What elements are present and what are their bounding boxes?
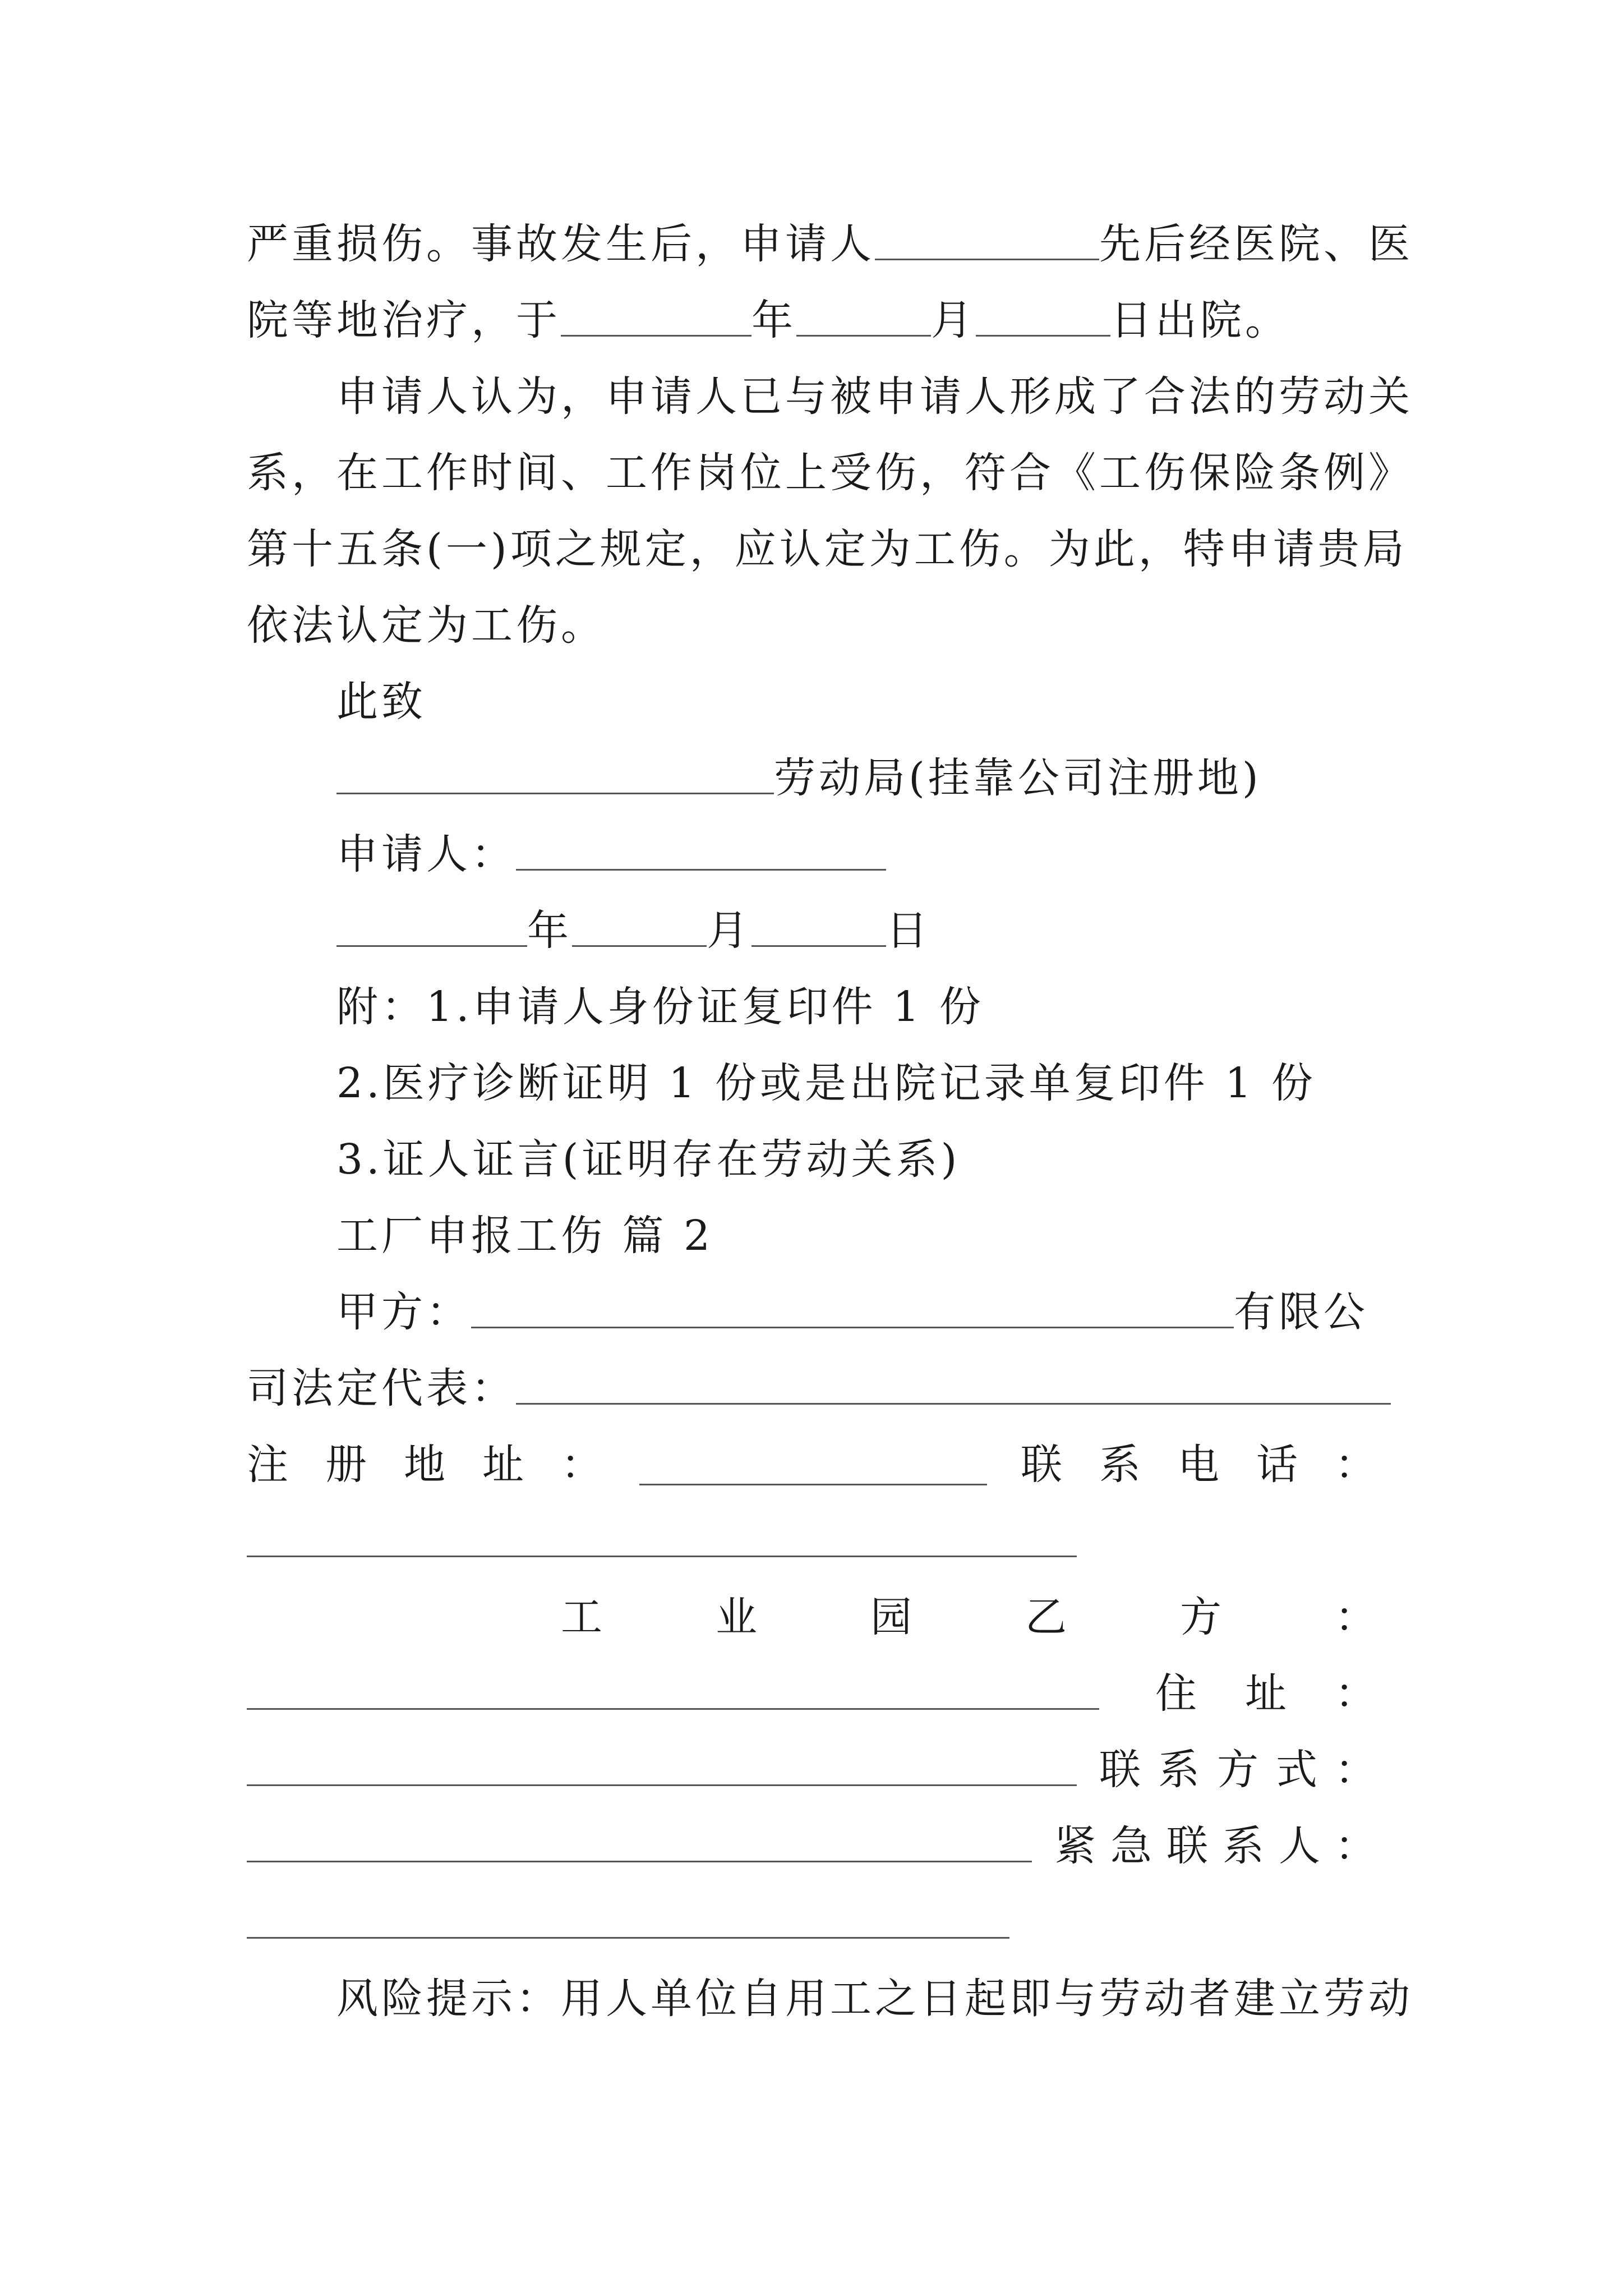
- line-4: [247, 436, 1413, 509]
- blank-month[interactable]: [572, 906, 707, 947]
- emergency-contact-label: [1054, 1810, 1380, 1883]
- text: 乙: [1025, 1593, 1070, 1641]
- text: 住: [1155, 1669, 1200, 1718]
- text: 2.医疗诊断证明 1 份或是出院记录单复印件 1 份: [336, 1059, 1316, 1107]
- section-heading: [336, 1199, 1380, 1272]
- line-6: [247, 589, 1380, 662]
- blank-recipient[interactable]: [336, 753, 774, 794]
- party-a-line: [336, 1276, 1380, 1349]
- text: ：: [561, 1441, 606, 1489]
- label: 申请人：: [336, 830, 516, 878]
- blank-day[interactable]: [751, 906, 886, 947]
- label: 甲方：: [336, 1288, 471, 1336]
- paragraph-text: 申请人认为，申请人已与被申请人形成了合法的劳动关: [336, 372, 1413, 421]
- text: 此致: [336, 678, 426, 726]
- text: 系: [1223, 1822, 1267, 1870]
- recipient-line: [336, 742, 1380, 815]
- emergency-contact-line: [247, 1810, 1380, 1883]
- text: 日出院。: [1110, 296, 1290, 344]
- text: 系: [1158, 1746, 1203, 1794]
- risk-notice: [336, 1962, 1413, 2035]
- text: 附：1.申请人身份证复印件 1 份: [336, 983, 984, 1031]
- contact-method-label: [1099, 1733, 1380, 1806]
- text: 人: [1279, 1822, 1324, 1870]
- paragraph-text: 系，在工作时间、工作岗位上受伤，符合《工伤保险条例》: [247, 449, 1413, 497]
- text: 话: [1256, 1441, 1301, 1489]
- text: 3.证人证言(证明存在劳动关系): [336, 1135, 961, 1184]
- text: 院等地治疗，于: [247, 296, 561, 344]
- blank-party-b[interactable]: [247, 1669, 1099, 1710]
- text: 劳动局(挂靠公司注册地): [774, 754, 1262, 802]
- blank-legal-rep[interactable]: [516, 1364, 1391, 1405]
- text: 有限公: [1234, 1288, 1368, 1336]
- blank-year[interactable]: [336, 906, 527, 947]
- text: 方: [1180, 1593, 1225, 1641]
- text: 注: [247, 1441, 292, 1489]
- date-line: [336, 894, 1380, 967]
- blank-field[interactable]: [875, 219, 1099, 260]
- text: 系: [1099, 1441, 1144, 1489]
- blank-day[interactable]: [976, 296, 1110, 337]
- text: 联: [1166, 1822, 1211, 1870]
- text: 园: [870, 1593, 915, 1641]
- blank-emergency-contact[interactable]: [247, 1898, 1009, 1939]
- text: 册: [325, 1441, 370, 1489]
- line-3: [336, 360, 1413, 433]
- text: 月: [931, 296, 976, 344]
- blank-party-a[interactable]: [471, 1287, 1234, 1328]
- attachment-2: [336, 1047, 1380, 1120]
- text: 式: [1276, 1746, 1321, 1794]
- text: 业: [716, 1593, 760, 1641]
- party-b-line: [561, 1581, 1380, 1654]
- blank-month[interactable]: [796, 296, 931, 337]
- blank-applicant[interactable]: [516, 830, 886, 871]
- text: 址: [482, 1441, 527, 1489]
- line-2: [247, 284, 1380, 357]
- text: 址: [1245, 1669, 1290, 1718]
- line-1: [247, 208, 1413, 280]
- salutation: [336, 665, 1380, 738]
- text: 方: [1217, 1746, 1262, 1794]
- paragraph-text: 依法认定为工伤。: [247, 601, 606, 650]
- text: 紧: [1054, 1822, 1099, 1870]
- residence-line: [247, 1657, 1380, 1730]
- address-phone-line: [247, 1428, 1380, 1501]
- blank-phone[interactable]: [247, 1516, 1077, 1557]
- text: ：: [1335, 1441, 1380, 1489]
- blank-address[interactable]: [639, 1444, 987, 1485]
- text: 联: [1099, 1746, 1144, 1794]
- attachment-3: [336, 1123, 1380, 1196]
- text: ：: [1335, 1822, 1380, 1870]
- text: 年: [751, 296, 796, 344]
- text: 月: [707, 907, 751, 955]
- text: 工: [561, 1593, 606, 1641]
- residence-label: [1155, 1657, 1380, 1730]
- emergency-blank-line: [247, 1886, 1380, 1959]
- paragraph-text: 第十五条(一)项之规定，应认定为工伤。为此，特申请贵局: [247, 525, 1408, 573]
- phone-blank-line: [247, 1504, 1380, 1577]
- text: ：: [1335, 1746, 1380, 1794]
- paragraph-text: 风险提示：用人单位自用工之日起即与劳动者建立劳动: [336, 1975, 1413, 2023]
- text: 电: [1178, 1441, 1223, 1489]
- text: 工厂申报工伤 篇 2: [336, 1212, 714, 1260]
- attachment-1: [336, 970, 1380, 1043]
- text: ：: [1335, 1669, 1380, 1718]
- text: 联: [1021, 1441, 1066, 1489]
- text: 先后经医院、医: [1099, 220, 1413, 268]
- blank-year[interactable]: [561, 296, 751, 337]
- applicant-line: [336, 818, 1380, 891]
- contact-method-line: [247, 1733, 1380, 1806]
- legal-rep-line: [247, 1352, 1380, 1425]
- text: ：: [1335, 1593, 1380, 1641]
- label: 司法定代表：: [247, 1364, 516, 1412]
- line-5: [247, 513, 1408, 586]
- text: 急: [1110, 1822, 1155, 1870]
- text: 地: [404, 1441, 449, 1489]
- text: 日: [886, 907, 931, 955]
- text: 年: [527, 907, 572, 955]
- text: 严重损伤。事故发生后，申请人: [247, 220, 875, 268]
- blank-contact-method[interactable]: [247, 1821, 1032, 1862]
- blank-residence[interactable]: [247, 1745, 1077, 1786]
